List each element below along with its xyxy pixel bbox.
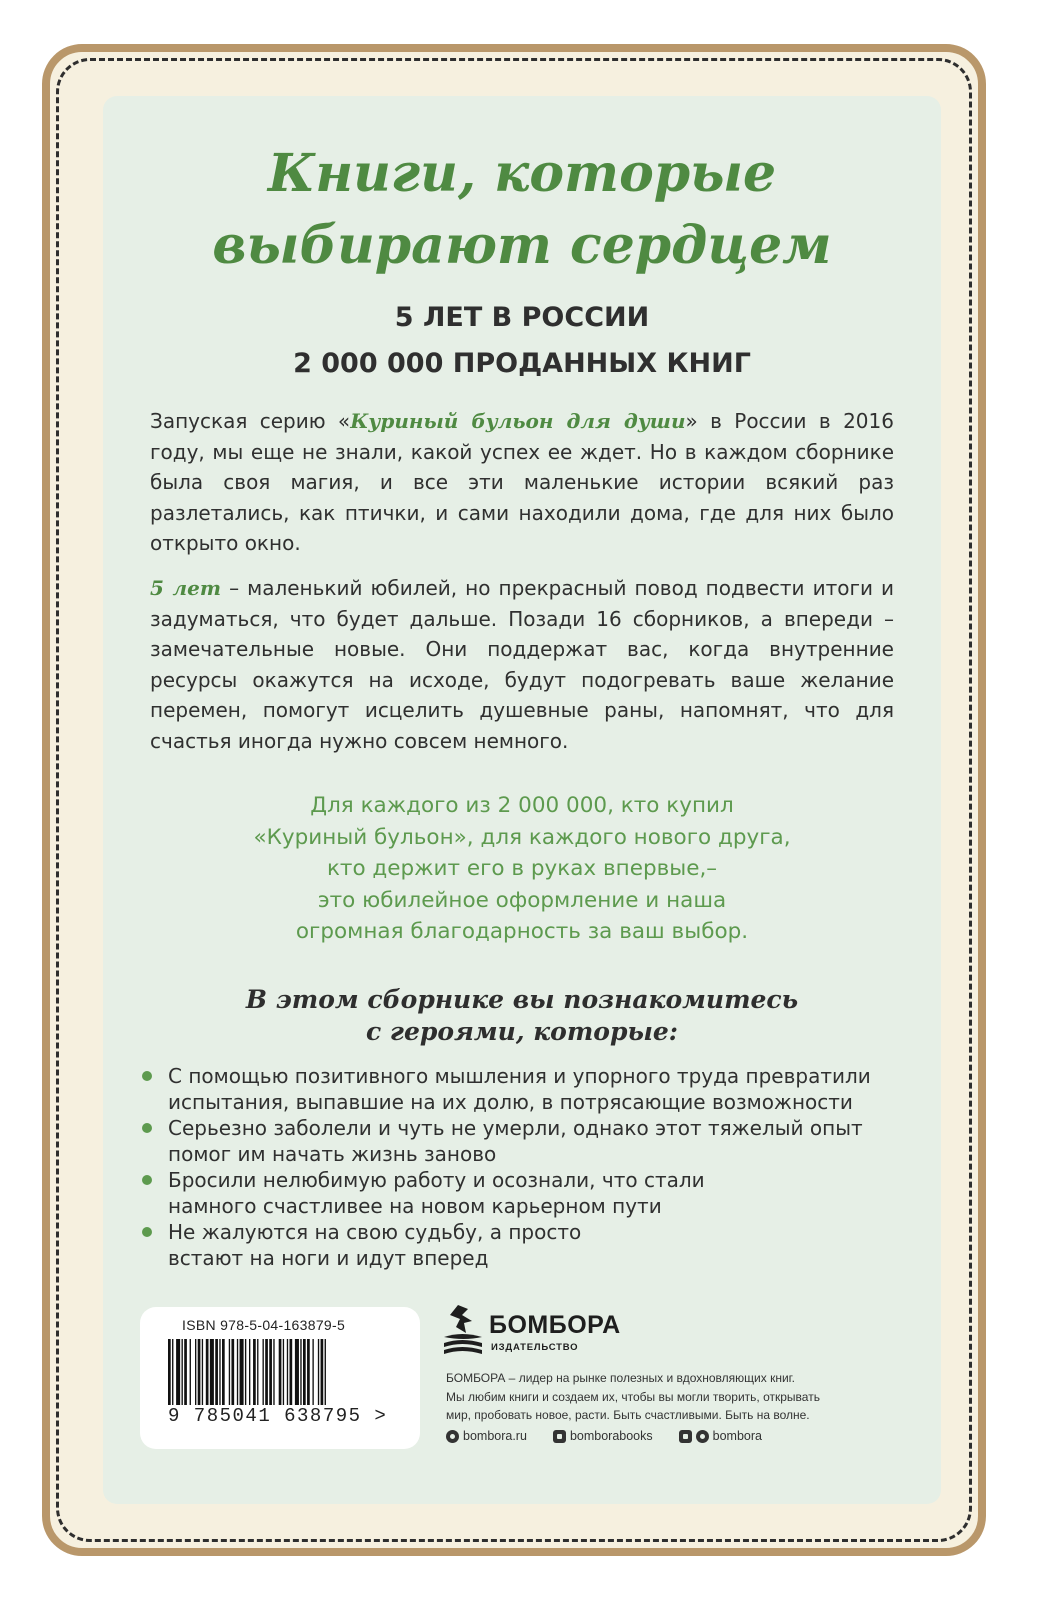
social-vk[interactable] <box>553 1429 653 1443</box>
barcode-icon <box>168 1339 392 1405</box>
list-item <box>140 1219 900 1271</box>
para2-after: – маленький юбилей, но прекрасный повод подвести итоги и задуматься, что будет дальше. Позади 16 сборников, а впереди – замечательные новые. Они поддержат вас, когда внутренние ресурсы окажутся на исходе, будут подогревать ваше желание перемен, помогут исцелить душевные раны, напомнят, что для счастья иногда нужно совсем немного. <box>150 576 894 753</box>
list-item-line: Бросили нелюбимую работу и осознали, что стали <box>168 1168 705 1192</box>
list-item <box>140 1115 900 1167</box>
social-links <box>446 1425 788 1447</box>
social-label: bombora.ru <box>463 1429 527 1443</box>
heroes-list <box>140 1063 900 1271</box>
subtitle-line-2: 2 000 000 ПРОДАННЫХ КНИГ <box>293 348 751 379</box>
para1-before: Запуская серию « <box>150 409 351 433</box>
heroes-heading-line-2: с героями, которые: <box>365 1017 679 1046</box>
subtitle <box>103 295 941 387</box>
publisher-name: БОМБОРА <box>489 1311 621 1339</box>
title-line-1: Книги, которые <box>267 143 777 204</box>
social-web[interactable] <box>446 1429 527 1443</box>
subtitle-line-1: 5 ЛЕТ В РОССИИ <box>394 302 650 333</box>
desc-line: БОМБОРА – лидер на рынке полезных и вдохновляющих книг. <box>446 1371 795 1385</box>
thanks-line: Для каждого из 2 000 000, кто купил <box>310 793 734 818</box>
barcode-digits: 9 785041 638795 > <box>168 1405 388 1427</box>
desc-line: мир, пробовать новое, расти. Быть счастливыми. Быть на волне. <box>446 1408 810 1422</box>
isbn-text: ISBN 978-5-04-163879-5 <box>182 1317 346 1333</box>
anniversary-paragraph <box>150 573 894 756</box>
youtube-icon <box>679 1430 692 1443</box>
publisher-logo <box>442 1303 621 1359</box>
list-item-line: С помощью позитивного мышления и упорного труда превратили <box>168 1064 871 1088</box>
page-title <box>103 138 941 282</box>
surfer-logo-icon <box>442 1303 484 1355</box>
heroes-heading-line-1: В этом сборнике вы познакомитесь <box>245 985 799 1014</box>
thanks-line: это юбилейное оформление и наша <box>317 887 727 913</box>
thanks-block <box>103 790 941 948</box>
publisher-sub: ИЗДАТЕЛЬСТВО <box>491 1342 579 1353</box>
list-item-line: встают на ноги и идут вперед <box>168 1246 489 1270</box>
heroes-heading <box>103 984 941 1048</box>
bullet-dot-icon <box>142 1071 152 1081</box>
list-item-line: Не жалуются на свою судьбу, а просто <box>168 1220 582 1244</box>
bullet-dot-icon <box>142 1123 152 1133</box>
list-item-line: Серьезно заболели и чуть не умерли, однако этот тяжелый опыт <box>168 1116 863 1140</box>
list-item <box>140 1167 900 1219</box>
social-label: bomborabooks <box>569 1429 653 1443</box>
bullet-dot-icon <box>142 1175 152 1185</box>
list-item-line: помог им начать жизнь заново <box>168 1142 497 1166</box>
title-line-2: выбирают сердцем <box>212 215 832 276</box>
intro-paragraph <box>150 406 894 559</box>
telegram-icon <box>696 1430 709 1443</box>
social-telegram[interactable] <box>679 1429 762 1443</box>
list-item-line: намного счастливее на новом карьерном пути <box>168 1194 662 1218</box>
desc-line: Мы любим книги и создаем их, чтобы вы могли творить, открывать <box>446 1389 820 1404</box>
publisher-description <box>446 1369 896 1425</box>
barcode-box <box>140 1307 420 1449</box>
five-years: 5 лет <box>150 576 222 600</box>
web-icon <box>446 1430 459 1443</box>
social-label: bombora <box>712 1429 762 1443</box>
vk-icon <box>553 1430 566 1443</box>
series-name: Куриный бульон для души <box>350 409 686 433</box>
list-item-line: испытания, выпавшие на их долю, в потрясающие возможности <box>168 1090 853 1114</box>
bullet-dot-icon <box>142 1227 152 1237</box>
list-item <box>140 1063 900 1115</box>
thanks-line: «Куриный бульон», для каждого нового друга, <box>253 824 791 850</box>
thanks-line: кто держит его в руках впервые,– <box>326 856 718 881</box>
para1-after: » в России в 2016 году, мы еще не знали, какой успех ее ждет. Но в каждом сборнике была своя магия, и все эти маленькие истории всякий раз разлетались, как птички, и сами находили дома, где для них было открыто окно. <box>150 409 894 555</box>
thanks-line: огромная благодарность за ваш выбор. <box>295 919 749 944</box>
